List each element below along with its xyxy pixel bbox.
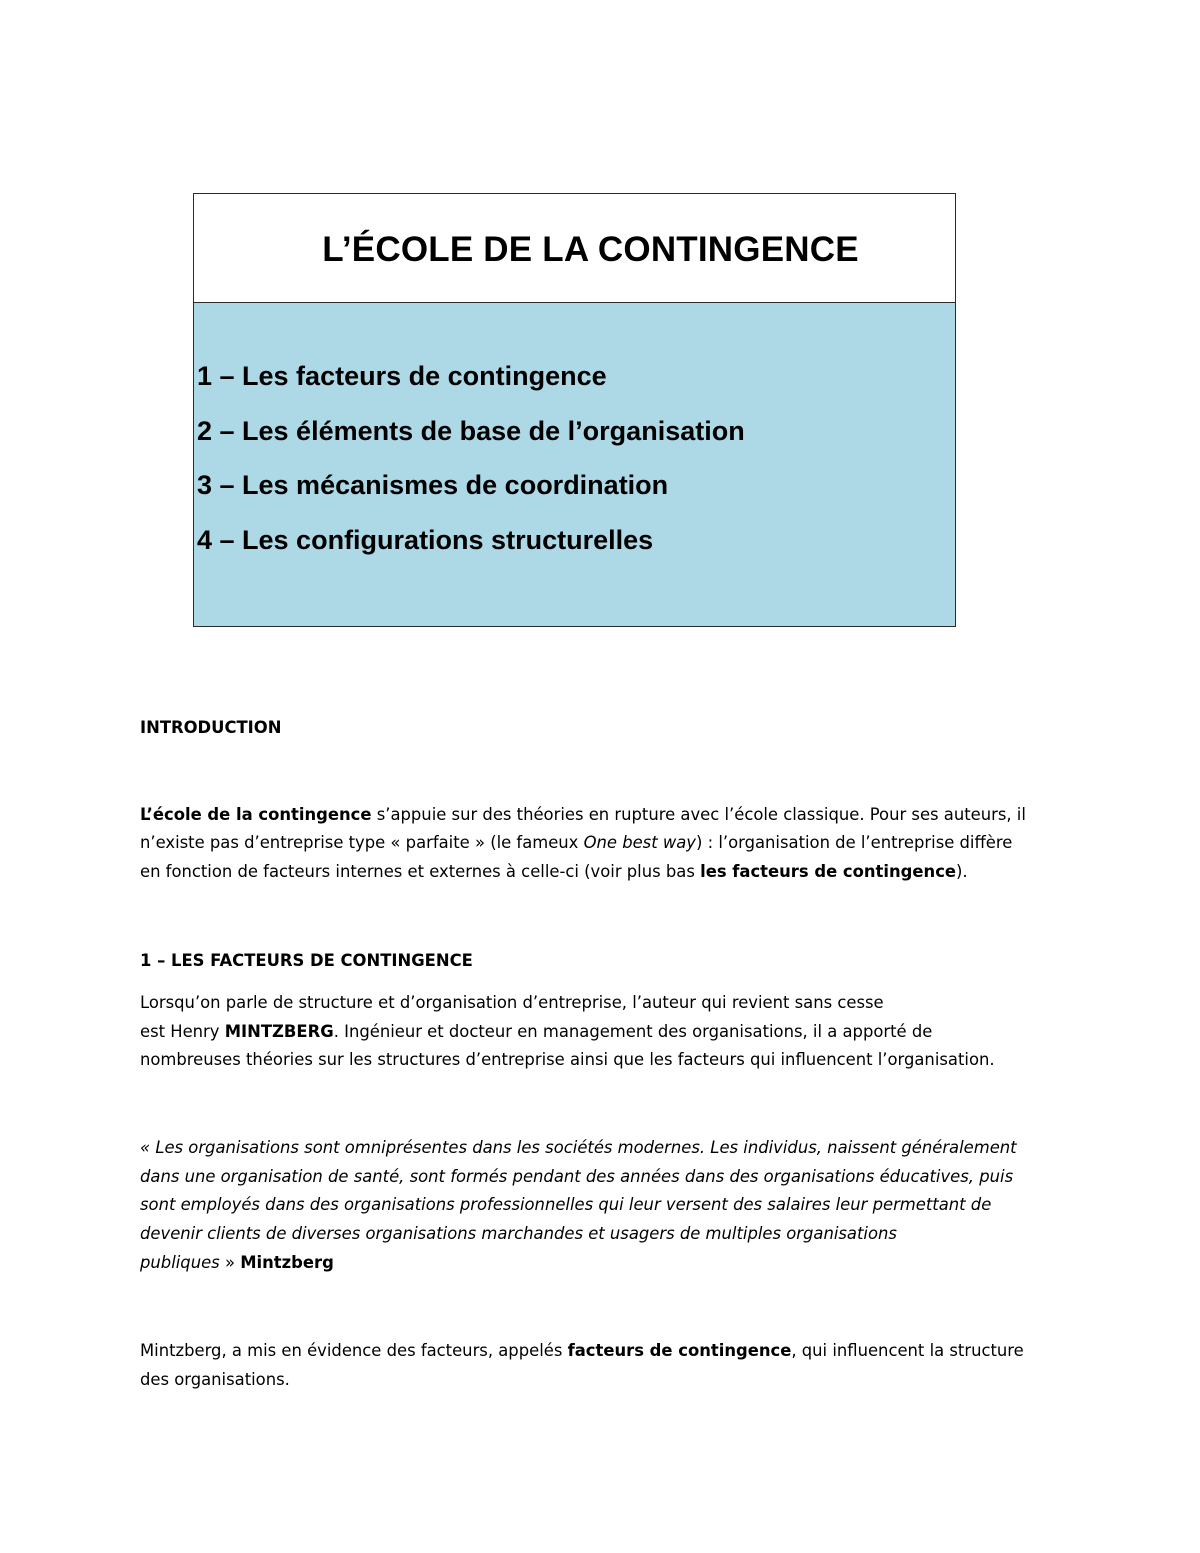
intro-text: n’existe pas d’entreprise type « parfaite » (le fameux <box>140 833 584 852</box>
section-1-paragraph-line-3: nombreuses théories sur les structures d’entreprise ainsi que les facteurs qui influencent l’organisation. <box>140 1050 995 1069</box>
quote-line-4: devenir clients de diverses organisations marchandes et usagers de multiples organisations <box>140 1224 897 1243</box>
section-1-paragraph-line-1: Lorsqu’on parle de structure et d’organisation d’entreprise, l’auteur qui revient sans cesse <box>140 993 884 1012</box>
closing-paragraph-line-1 <box>140 1341 1024 1361</box>
quote-line-1: « Les organisations sont omniprésentes dans les sociétés modernes. Les individus, naissent généralement <box>140 1138 1017 1157</box>
intro-paragraph-line-2 <box>140 833 1012 853</box>
quote-author: Mintzberg <box>240 1253 334 1272</box>
closing-text: , qui influencent la structure <box>791 1341 1024 1360</box>
quote-line-5 <box>140 1253 334 1273</box>
quote-line-2: dans une organisation de santé, sont formés pendant des années dans des organisations éducatives, puis <box>140 1167 1014 1186</box>
toc-header <box>194 194 955 303</box>
closing-bold-term: facteurs de contingence <box>567 1341 792 1360</box>
toc-body <box>194 303 955 626</box>
quote-text: publiques <box>140 1253 220 1272</box>
toc-item-2: 2 – Les éléments de base de l’organisation <box>197 416 745 446</box>
closing-paragraph-line-2: des organisations. <box>140 1370 290 1389</box>
intro-text: s’appuie sur des théories en rupture avec l’école classique. Pour ses auteurs, il <box>371 805 1026 824</box>
intro-bold-term: les facteurs de contingence <box>700 862 957 881</box>
toc-title: L’ÉCOLE DE LA CONTINGENCE <box>322 229 859 269</box>
toc-item-1: 1 – Les facteurs de contingence <box>197 361 607 391</box>
introduction-heading: INTRODUCTION <box>140 718 282 737</box>
section-1-paragraph-line-2 <box>140 1022 932 1042</box>
intro-paragraph-line-1 <box>140 805 1026 825</box>
toc-item-3: 3 – Les mécanismes de coordination <box>197 470 669 500</box>
quote-close: » <box>219 1253 241 1272</box>
closing-text: Mintzberg, a mis en évidence des facteurs, appelés <box>140 1341 568 1360</box>
author-name: MINTZBERG <box>224 1022 334 1041</box>
section-text: est Henry <box>140 1022 225 1041</box>
intro-paragraph-line-3 <box>140 862 968 882</box>
toc-item-4: 4 – Les configurations structurelles <box>197 525 654 555</box>
intro-text: ). <box>956 862 968 881</box>
section-text: . Ingénieur et docteur en management des organisations, il a apporté de <box>333 1022 933 1041</box>
section-1-heading: 1 – LES FACTEURS DE CONTINGENCE <box>140 951 473 970</box>
intro-text: ) : l’organisation de l’entreprise diffère <box>696 833 1013 852</box>
quote-line-3: sont employés dans des organisations professionnelles qui leur versent des salaires leur permettant de <box>140 1195 992 1214</box>
intro-italic-term: One best way <box>583 833 697 852</box>
intro-bold-term: L’école de la contingence <box>140 805 372 824</box>
toc-box <box>193 193 956 627</box>
intro-text: en fonction de facteurs internes et externes à celle-ci (voir plus bas <box>140 862 701 881</box>
